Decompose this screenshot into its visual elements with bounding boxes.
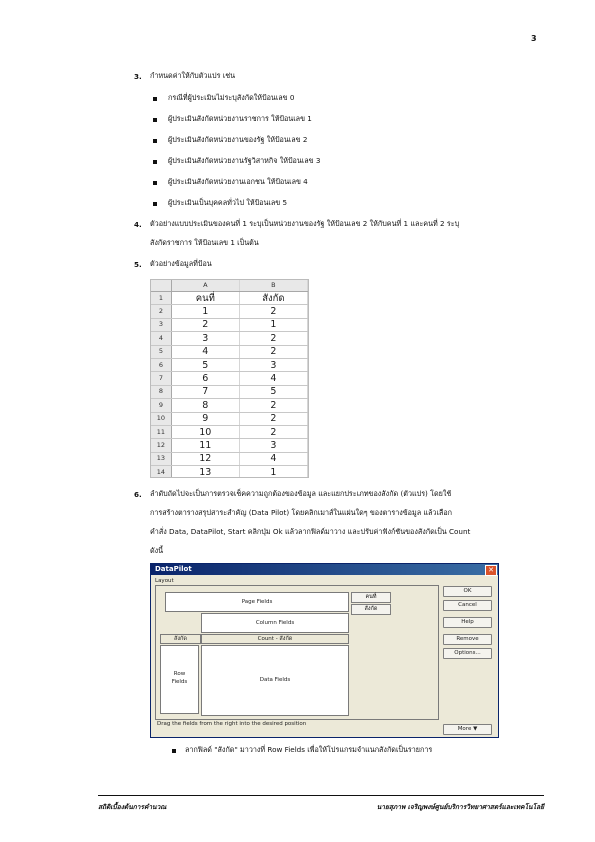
table-row: [151, 332, 308, 345]
row-header: 2: [151, 305, 171, 318]
bullet-item: ผู้ประเมินสังกัดหน่วยงานราชการ ให้ป้อนเลข 1: [168, 114, 312, 123]
cell: 10: [171, 425, 239, 438]
row-header: 11: [151, 425, 171, 438]
corner-cell: [151, 280, 171, 292]
cell: 2: [239, 332, 307, 345]
cell: 2: [171, 318, 239, 331]
cell: 2: [239, 399, 307, 412]
cell: 1: [239, 466, 307, 478]
item-4-line2: สังกัดราชการ ให้ป้อนเลข 1 เป็นต้น: [150, 238, 259, 247]
cell: 1: [171, 305, 239, 318]
row-header: 1: [151, 292, 171, 305]
cell: 4: [171, 345, 239, 358]
row-field-chip[interactable]: สังกัด: [160, 634, 201, 644]
dialog-title: DataPilot: [155, 565, 192, 573]
row-header: 4: [151, 332, 171, 345]
bullet-marker: [172, 749, 176, 753]
ok-button[interactable]: OK: [443, 586, 492, 597]
page-number: 3: [531, 34, 537, 43]
cell: 2: [239, 412, 307, 425]
row-header: 5: [151, 345, 171, 358]
cell: 4: [239, 372, 307, 385]
data-fields-area[interactable]: Data Fields: [201, 645, 349, 716]
cell: 2: [239, 425, 307, 438]
row-header: 13: [151, 452, 171, 465]
cell: 4: [239, 452, 307, 465]
table-row: [151, 305, 308, 318]
bullet-marker: [153, 139, 157, 143]
row-header: 10: [151, 412, 171, 425]
row-header: 14: [151, 466, 171, 478]
cancel-button[interactable]: Cancel: [443, 600, 492, 611]
item-6-line1: ลำดับถัดไปจะเป็นการตรวจเช็คความถูกต้องของข้อมูล และแยกประเภทของสังกัด (ตัวแปร) โดยใช้: [150, 489, 452, 498]
available-field-affiliation[interactable]: สังกัด: [351, 604, 391, 615]
item-3-number: 3.: [134, 72, 142, 81]
row-header: 8: [151, 385, 171, 398]
remove-button[interactable]: Remove: [443, 634, 492, 645]
bullet-marker: [153, 97, 157, 101]
cell: สังกัด: [239, 292, 307, 305]
data-field-chip[interactable]: Count - สังกัด: [201, 634, 349, 644]
more-button[interactable]: More ▼: [443, 724, 492, 735]
close-icon[interactable]: ✕: [485, 565, 497, 576]
item-6-line2: การสร้างตารางสรุปสาระสำคัญ (Data Pilot) โดยคลิกเมาส์ในแผ่นใดๆ ของตารางข้อมูล แล้วเลือก: [150, 508, 453, 517]
dialog-titlebar: [151, 564, 498, 575]
column-fields-area[interactable]: Column Fields: [201, 613, 349, 633]
bullet-marker: [153, 181, 157, 185]
row-header: 12: [151, 439, 171, 452]
bullet-item: ลากฟิลด์ "สังกัด" มาวางที่ Row Fields เพื่อให้โปรแกรมจำแนกสังกัดเป็นรายการ: [185, 745, 433, 754]
row-header: 3: [151, 318, 171, 331]
cell: 6: [171, 372, 239, 385]
cell: คนที่: [171, 292, 239, 305]
spreadsheet-screenshot: [150, 279, 309, 478]
bullet-marker: [153, 202, 157, 206]
bullet-item: กรณีที่ผู้ประเมินไม่ระบุสังกัดให้ป้อนเลข 0: [168, 93, 295, 102]
item-5-text: ตัวอย่างข้อมูลที่ป้อน: [150, 259, 212, 268]
cell: 5: [171, 358, 239, 371]
item-4-line1: ตัวอย่างแบบประเมินของคนที่ 1 ระบุเป็นหน่วยงานของรัฐ ให้ป้อนเลข 2 ให้กับคนที่ 1 และคนที่ 2 ระบุ: [150, 219, 460, 228]
item-3-text: กำหนดค่าให้กับตัวแปร เช่น: [150, 71, 236, 80]
column-header: A: [171, 280, 239, 292]
bullet-marker: [153, 160, 157, 164]
bullet-marker: [153, 118, 157, 122]
cell: 8: [171, 399, 239, 412]
table-row: [151, 292, 308, 305]
cell: 3: [239, 439, 307, 452]
cell: 5: [239, 385, 307, 398]
cell: 3: [171, 332, 239, 345]
table-row: [151, 358, 308, 371]
options-button[interactable]: Options...: [443, 648, 492, 659]
cell: 3: [239, 358, 307, 371]
table-row: [151, 425, 308, 438]
available-field-person[interactable]: คนที่: [351, 592, 391, 603]
table-row: [151, 452, 308, 465]
item-6-line3: คำสั่ง Data, DataPilot, Start คลิกปุ่ม Ok แล้วลากฟิลด์มาวาง และปรับค่าฟังก์ชันของสังกัดเป็น Count: [150, 527, 471, 536]
item-6-line4: ดังนี้: [150, 546, 164, 555]
cell: 7: [171, 385, 239, 398]
table-row: [151, 345, 308, 358]
item-4-number: 4.: [134, 220, 142, 229]
cell: 1: [239, 318, 307, 331]
footer-left: สถิติเบื้องต้นการคำนวณ: [98, 803, 167, 811]
cell: 2: [239, 305, 307, 318]
datapilot-dialog: [150, 563, 499, 738]
cell: 11: [171, 439, 239, 452]
row-header: 7: [151, 372, 171, 385]
row-header: 9: [151, 399, 171, 412]
bullet-item: ผู้ประเมินสังกัดหน่วยงานรัฐวิสาหกิจ ให้ป้อนเลข 3: [168, 156, 321, 165]
drag-hint: Drag the fields from the right into the desired position: [157, 721, 307, 727]
bullet-item: ผู้ประเมินสังกัดหน่วยงานของรัฐ ให้ป้อนเลข 2: [168, 135, 308, 144]
table-row: [151, 372, 308, 385]
cell: 12: [171, 452, 239, 465]
layout-label: Layout: [155, 578, 174, 584]
footer-right: นายสุภาพ เจริญพงษ์ศูนย์บริการวิทยาศาสตร์และเทคโนโลยี: [376, 803, 544, 811]
bullet-item: ผู้ประเมินสังกัดหน่วยงานเอกชน ให้ป้อนเลข 4: [168, 177, 308, 186]
column-header: B: [239, 280, 307, 292]
cell: 2: [239, 345, 307, 358]
cell: 9: [171, 412, 239, 425]
row-fields-area[interactable]: Row Fields: [160, 645, 199, 714]
cell: 13: [171, 466, 239, 478]
table-row: [151, 318, 308, 331]
data-table: [151, 280, 308, 478]
item-5-number: 5.: [134, 260, 142, 269]
bullet-item: ผู้ประเมินเป็นบุคคลทั่วไป ให้ป้อนเลข 5: [168, 198, 288, 207]
table-row: [151, 439, 308, 452]
footer-rule: [98, 795, 544, 796]
table-row: [151, 385, 308, 398]
help-button[interactable]: Help: [443, 617, 492, 628]
item-6-number: 6.: [134, 490, 142, 499]
row-header: 6: [151, 358, 171, 371]
page-fields-area[interactable]: Page Fields: [165, 592, 349, 612]
table-row: [151, 399, 308, 412]
table-row: [151, 466, 308, 478]
table-row: [151, 412, 308, 425]
